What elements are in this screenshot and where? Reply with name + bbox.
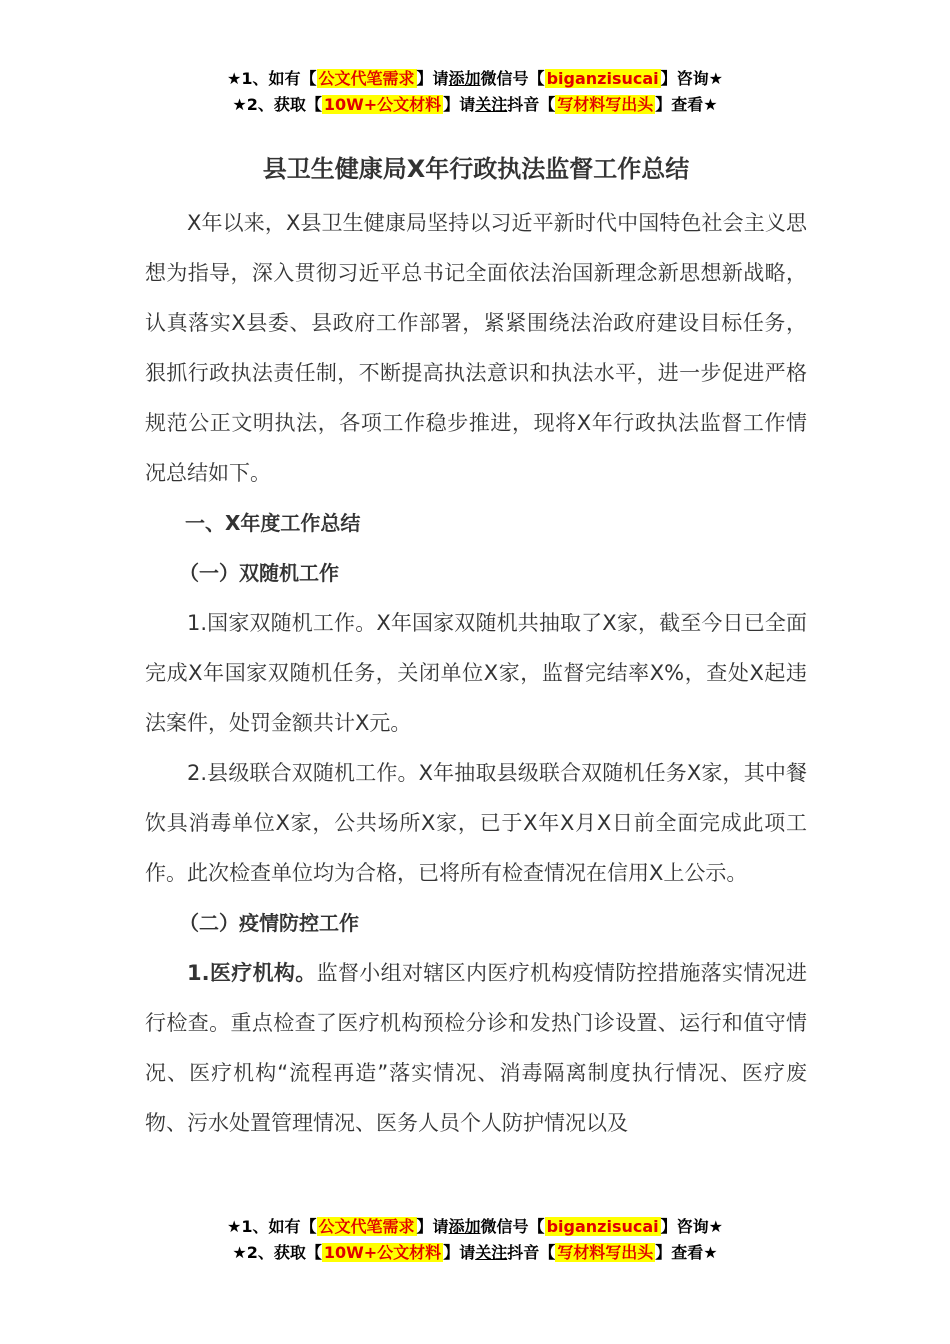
- banner-douyin-id: 写材料写出头: [557, 95, 654, 114]
- banner-highlight: 公文代笔需求: [318, 1217, 415, 1236]
- paragraph-lead: 1.医疗机构。: [187, 961, 317, 985]
- banner-underline: 添加: [448, 1217, 481, 1236]
- banner-text: 】请: [443, 95, 476, 114]
- subsection-heading: （二）疫情防控工作: [179, 911, 359, 935]
- banner-text: ★1、如有【: [227, 1217, 317, 1236]
- banner-underline: 关注: [475, 95, 508, 114]
- document-body: [145, 140, 807, 1148]
- banner-highlight: 10W+公文材料: [323, 95, 442, 114]
- banner-text: 】请: [416, 69, 449, 88]
- banner-text: 抖音【: [507, 95, 556, 114]
- banner-text: 】咨询★: [660, 69, 723, 88]
- banner-line-2: [0, 92, 950, 118]
- banner-text: 抖音【: [507, 1243, 556, 1262]
- banner-text: 】查看★: [655, 1243, 718, 1262]
- document-title: 县卫生健康局X年行政执法监督工作总结: [262, 155, 690, 183]
- subsection-heading: （一）双随机工作: [179, 561, 339, 585]
- banner-line-2: [0, 1240, 950, 1266]
- banner-line-1: [0, 66, 950, 92]
- header-banner: [0, 66, 950, 118]
- banner-highlight: 公文代笔需求: [318, 69, 415, 88]
- section-heading: 一、X年度工作总结: [185, 511, 361, 535]
- banner-wechat-id: biganzisucai: [546, 1217, 659, 1236]
- banner-highlight: 10W+公文材料: [323, 1243, 442, 1262]
- banner-text: ★2、获取【: [232, 1243, 322, 1262]
- banner-text: 】请: [443, 1243, 476, 1262]
- body-paragraph: 2.县级联合双随机工作。X年抽取县级联合双随机任务X家，其中餐饮具消毒单位X家，公共场所X家，已于X年X月X日前全面完成此项工作。此次检查单位均为合格，已将所有检查情况在信用X上公示。: [145, 761, 807, 885]
- banner-text: 微信号【: [480, 69, 545, 88]
- intro-paragraph: X年以来，X县卫生健康局坚持以习近平新时代中国特色社会主义思想为指导，深入贯彻习近平总书记全面依法治国新理念新思想新战略，认真落实X县委、县政府工作部署，紧紧围绕法治政府建设目标任务，狠抓行政执法责任制，不断提高执法意识和执法水平，进一步促进严格规范公正文明执法，各项工作稳步推进，现将X年行政执法监督工作情况总结如下。: [145, 211, 807, 485]
- banner-text: 】查看★: [655, 95, 718, 114]
- banner-text: 】咨询★: [660, 1217, 723, 1236]
- banner-underline: 添加: [448, 69, 481, 88]
- banner-douyin-id: 写材料写出头: [557, 1243, 654, 1262]
- banner-text: ★2、获取【: [232, 95, 322, 114]
- banner-text: 】请: [416, 1217, 449, 1236]
- body-paragraph: [145, 948, 807, 1148]
- banner-text: 微信号【: [480, 1217, 545, 1236]
- footer-banner: [0, 1214, 950, 1266]
- banner-line-1: [0, 1214, 950, 1240]
- banner-text: ★1、如有【: [227, 69, 317, 88]
- paragraph-text: 监督小组对辖区内医疗机构疫情防控措施落实情况进行检查。重点检查了医疗机构预检分诊和发热门诊设置、运行和值守情况、医疗机构“流程再造”落实情况、消毒隔离制度执行情况、医疗废物、污水处置管理情况、医务人员个人防护情况以及: [145, 961, 807, 1135]
- banner-underline: 关注: [475, 1243, 508, 1262]
- body-paragraph: 1.国家双随机工作。X年国家双随机共抽取了X家，截至今日已全面完成X年国家双随机任务，关闭单位X家，监督完结率X%，查处X起违法案件，处罚金额共计X元。: [145, 611, 807, 735]
- banner-wechat-id: biganzisucai: [546, 69, 659, 88]
